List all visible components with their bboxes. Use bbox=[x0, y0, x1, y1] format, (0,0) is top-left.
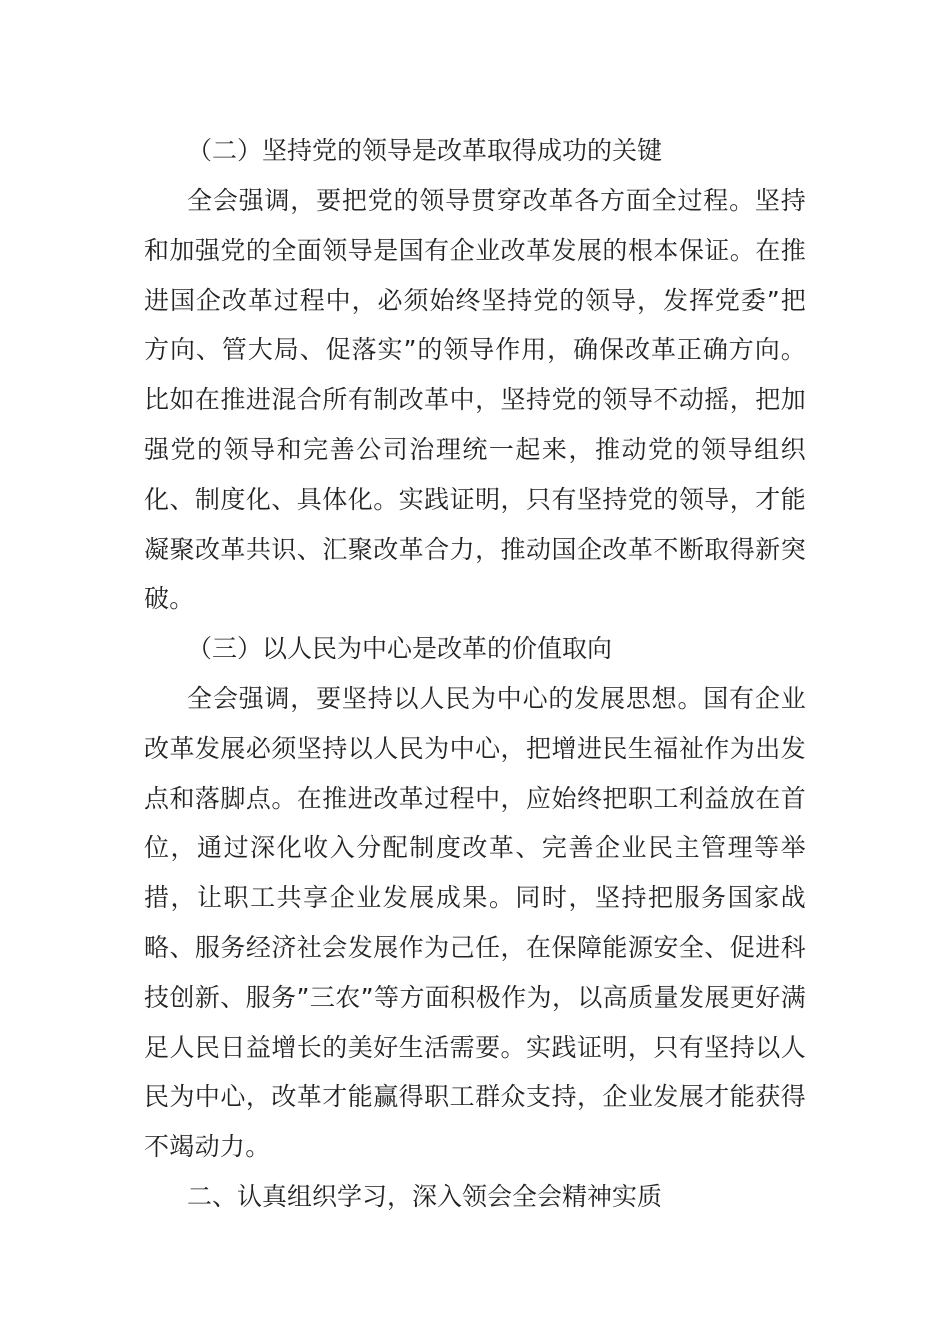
paragraph: 全会强调，要把党的领导贯穿改革各方面全过程。坚持和加强党的全面领导是国有企业改革发展的根本保证。在推进国企改革过程中，必须始终坚持党的领导，发挥党委”把方向、管大局、促落实”的领导作用，确保改革正确方向。比如在推进混合所有制改革中，坚持党的领导不动摇，把加强党的领导和完善公司治理统一起来，推动党的领导组织化、制度化、具体化。实践证明，只有坚持党的领导，才能凝聚改革共识、汇聚改革合力，推动国企改革不断取得新突破。 bbox=[144, 186, 806, 614]
chapter-heading: 二、认真组织学习，深入领会全会精神实质 bbox=[187, 1182, 663, 1211]
section-heading-2: （二）坚持党的领导是改革取得成功的关键 bbox=[187, 136, 663, 165]
section-body-2 bbox=[144, 176, 806, 624]
section-body-3 bbox=[144, 674, 806, 1172]
section-heading-3: （三）以人民为中心是改革的价值取向 bbox=[187, 634, 613, 663]
paragraph: 全会强调，要坚持以人民为中心的发展思想。国有企业改革发展必须坚持以人民为中心，把增进民生福祉作为出发点和落脚点。在推进改革过程中，应始终把职工利益放在首位，通过深化收入分配制度改革、完善企业民主管理等举措，让职工共享企业发展成果。同时，坚持把服务国家战略、服务经济社会发展作为己任，在保障能源安全、促进科技创新、服务”三农”等方面积极作为，以高质量发展更好满足人民日益增长的美好生活需要。实践证明，只有坚持以人民为中心，改革才能赢得职工群众支持，企业发展才能获得不竭动力。 bbox=[144, 684, 806, 1162]
